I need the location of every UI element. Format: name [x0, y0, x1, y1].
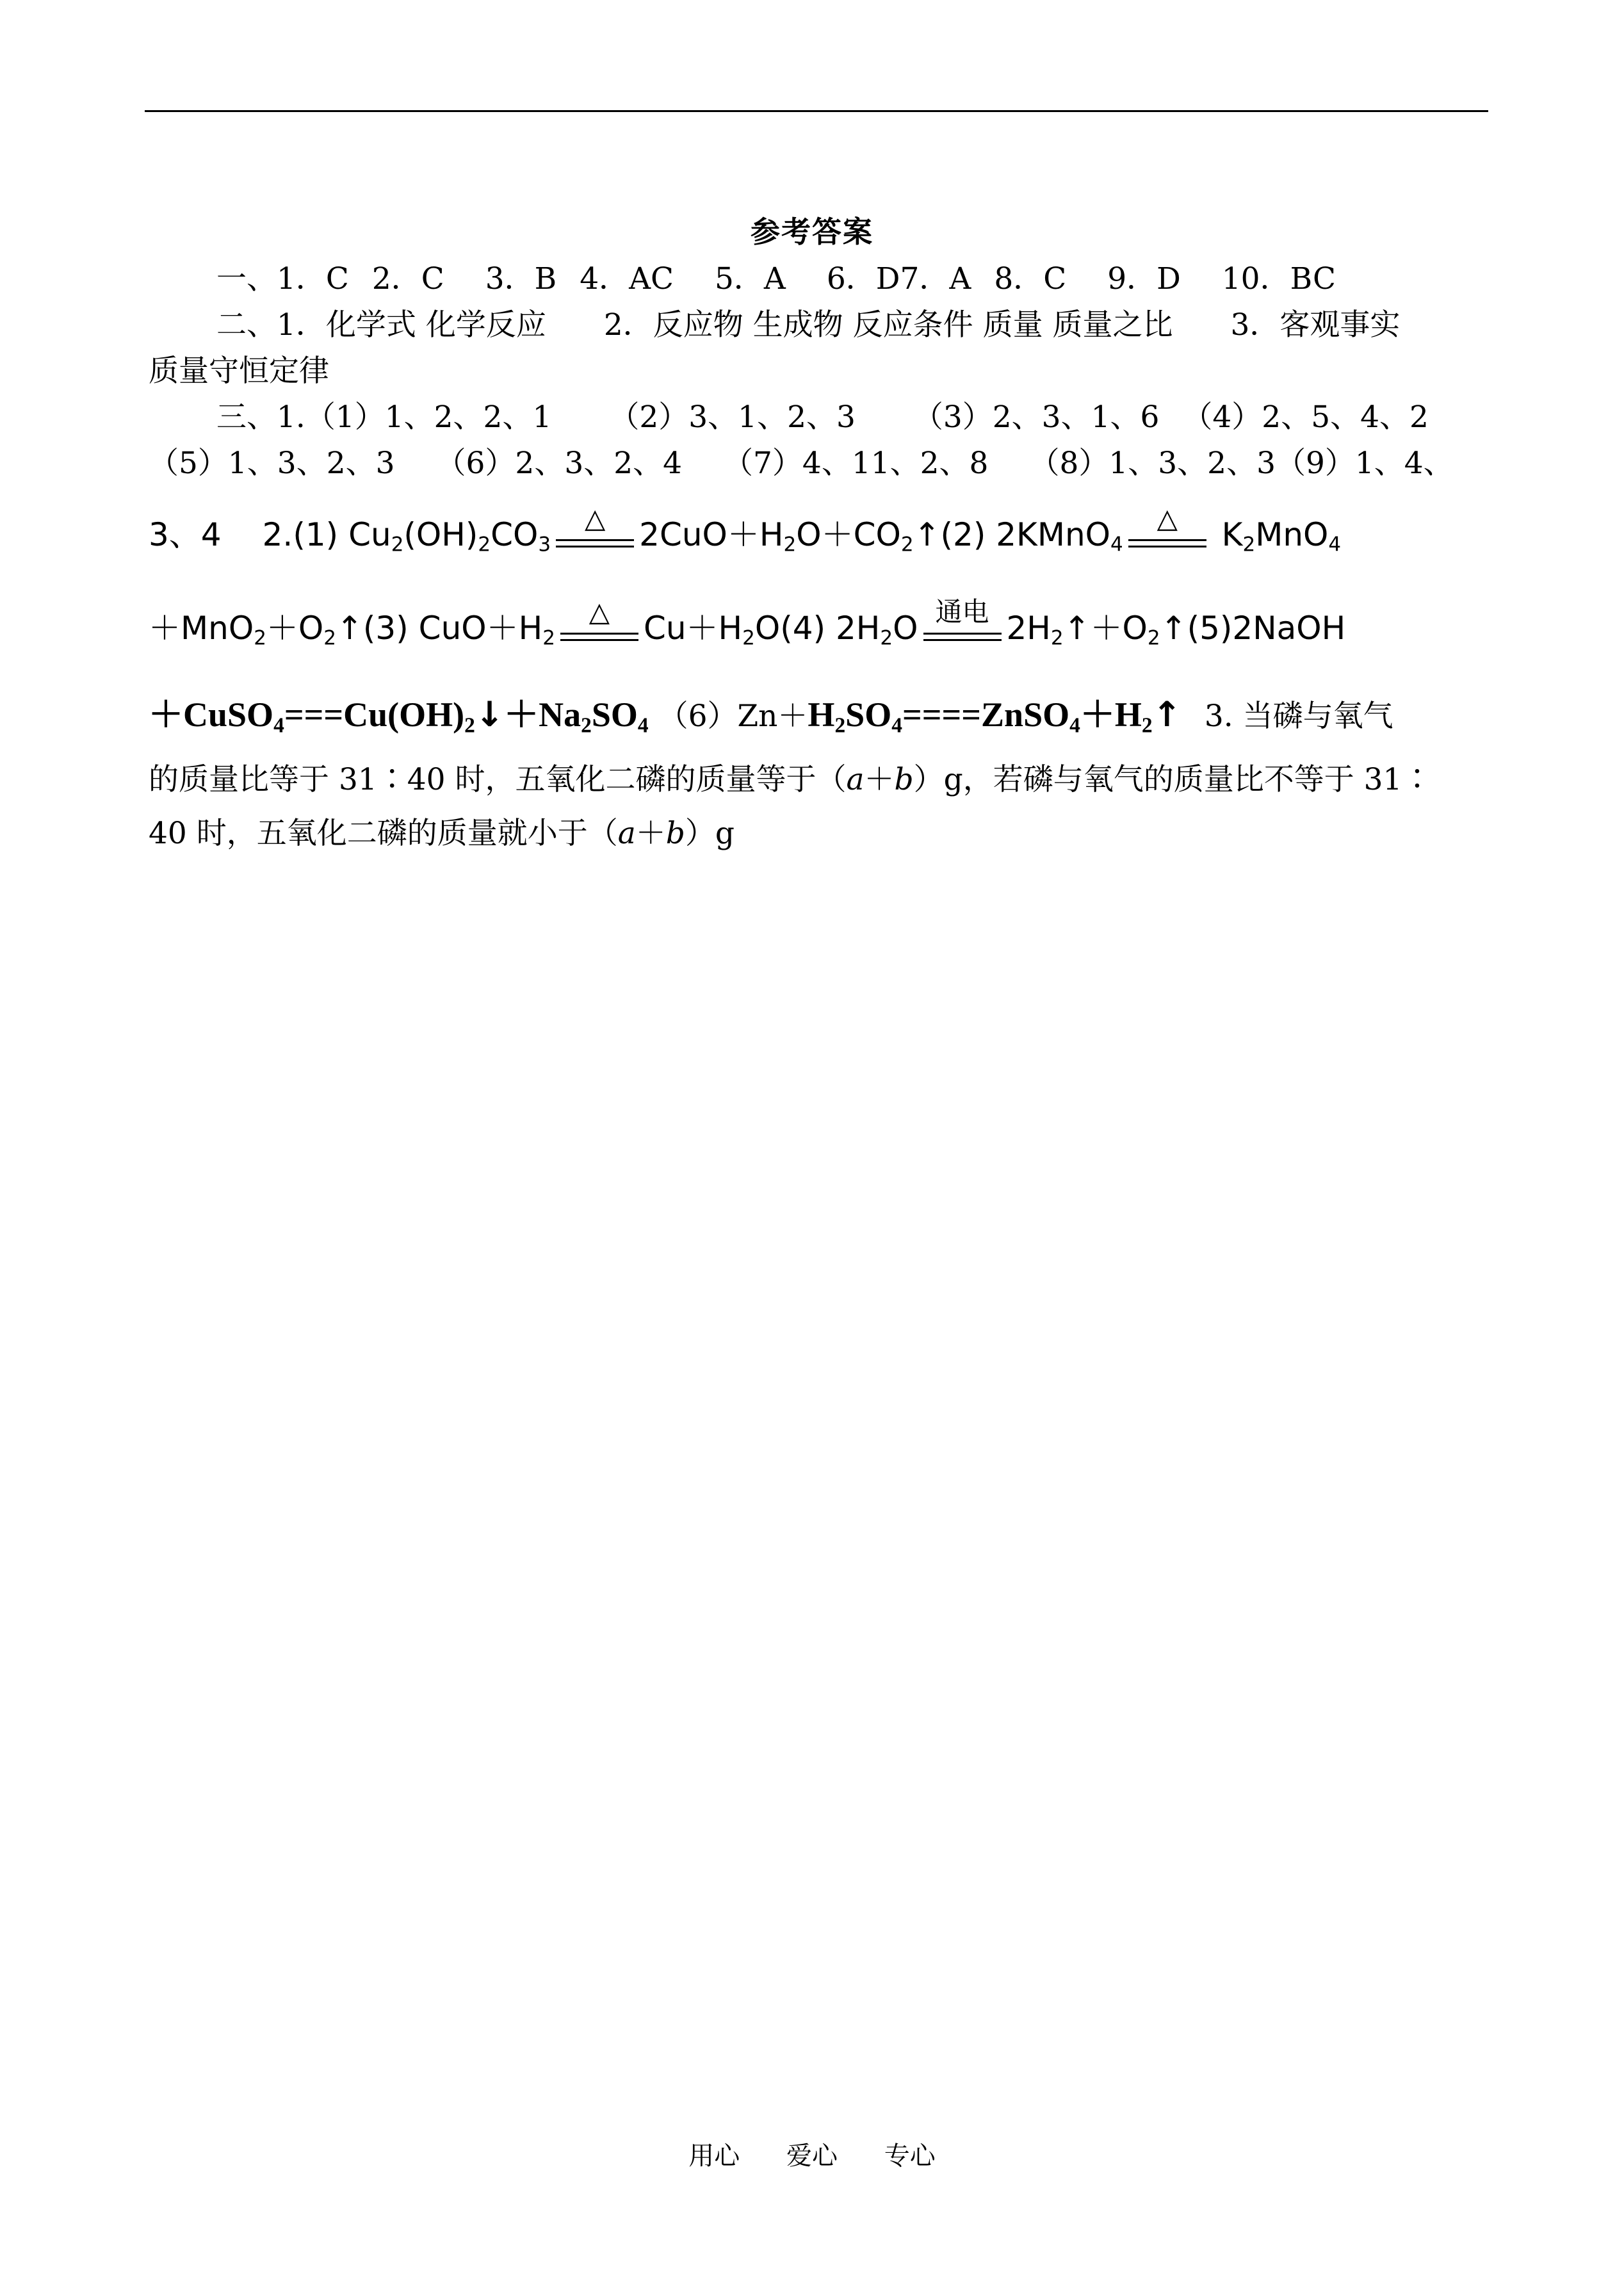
section1-line: [149, 256, 1506, 302]
plus-sign: ＋: [635, 816, 666, 851]
answer-item: 2．C: [371, 261, 444, 296]
heat-symbol: △: [1157, 502, 1178, 534]
page-title: 参考答案: [751, 215, 873, 249]
balance-item: （2）3、1、2、3: [609, 400, 856, 435]
balance-item: （9）1、4、: [1275, 446, 1454, 481]
section3-line-2: [149, 441, 1506, 487]
precipitate-arrow-icon: ↓: [475, 694, 505, 734]
answer-item: 3．客观事实: [1230, 307, 1401, 343]
gas-arrow-icon: ↑: [1063, 610, 1091, 647]
q3-line-2: [149, 807, 1506, 861]
section3-intro: 1.: [277, 400, 305, 435]
answer-item: 2．反应物 生成物 反应条件 质量 质量之比: [603, 307, 1173, 343]
answer-item: 10．BC: [1221, 261, 1336, 296]
section3-line: [149, 394, 1506, 441]
electrolysis-label: 通电: [935, 596, 989, 628]
section2-line: [149, 302, 1506, 348]
header-rule: [145, 110, 1488, 112]
q3-text: ）g: [685, 816, 735, 851]
q3-text: 40 时，五氧化二磷的质量就小于（: [149, 816, 618, 851]
q2-label: 2.: [262, 516, 293, 553]
section2-line-cont: [149, 348, 1506, 394]
gas-arrow-icon: ↑: [1160, 610, 1187, 647]
equation-label: (2): [940, 516, 986, 553]
answer-item: 8．C: [994, 261, 1067, 296]
answer-item: 1．化学式 化学反应: [277, 307, 546, 343]
equation-line-1: [149, 487, 1506, 583]
balance-item: （3）2、3、1、6: [913, 400, 1160, 435]
balance-item: （5）1、3、2、3: [149, 446, 395, 481]
gas-arrow-icon: ↑: [913, 516, 941, 553]
q3-text: ）g，若磷与氧气的质量比不等于 31∶: [913, 762, 1433, 797]
heat-symbol: △: [589, 596, 610, 628]
gas-arrow-icon: ↑: [336, 610, 363, 647]
var-a: a: [846, 762, 865, 797]
answer-item: 9．D: [1107, 261, 1181, 296]
gas-arrow-icon: ↑: [1152, 694, 1181, 734]
q3-text: 当磷与氧气: [1242, 699, 1393, 734]
var-b: b: [894, 762, 914, 797]
equation-5b: $+CuSO_4===Cu(OH)_2↓+Na_2SO_4$: [149, 694, 649, 738]
balance-item: （4）2、5、4、2: [1182, 400, 1429, 435]
answer-item: 6．D7．A: [826, 261, 971, 296]
equation-2a: 2KMnO$_4$ △ $K_2MnO_4$: [996, 516, 1341, 553]
heat-condition: [558, 596, 641, 653]
equation-2b: $+MnO_2+O_2↑$: [149, 610, 363, 650]
answer-content: [149, 256, 1506, 861]
equation-5a: 2NaOH: [1232, 610, 1346, 647]
page-footer: 用心 爱心 专心: [688, 2141, 936, 2171]
answer-item: 3．B: [485, 261, 557, 296]
answer-item: 4．AC: [580, 261, 674, 296]
equation-line-2: [149, 580, 1506, 676]
var-a: a: [617, 816, 636, 851]
balance-item: （8）1、3、2、3: [1029, 446, 1276, 481]
heat-symbol: △: [584, 502, 606, 534]
heat-condition: [1126, 502, 1209, 560]
balance-item: （7）4、11、2、8: [723, 446, 989, 481]
q3-label: 3.: [1204, 699, 1233, 734]
balance-item: 3、4: [149, 516, 222, 553]
equation-label: (4): [780, 610, 826, 647]
equation-1: $Cu_2(OH)_2CO_3$ △ $2CuO+H_2O+CO_2↑$: [348, 516, 940, 553]
q3-text: 的质量比等于 31∶40 时，五氧化二磷的质量等于（: [149, 762, 847, 797]
balance-item: （1）1、2、2、1: [305, 400, 552, 435]
electrolysis-condition: [921, 596, 1004, 653]
equation-label: (1): [293, 516, 339, 553]
equation-label: (3): [362, 610, 409, 647]
section3-label: 三、: [216, 400, 277, 435]
section1-label: 一、: [216, 261, 277, 296]
answer-item: 1．C: [277, 261, 349, 296]
answer-item: 5．A: [715, 261, 786, 296]
equation-6: $Zn+H_2SO_4====ZnSO_4+H_2↑$: [737, 694, 1181, 738]
equation-4: $2H_2O$ 通电 $2H_2↑+O_2↑$: [836, 610, 1187, 647]
var-b: b: [665, 816, 685, 851]
balance-item: （6）2、3、2、4: [435, 446, 683, 481]
answer-item: 质量守恒定律: [149, 353, 329, 389]
q3-line-1: [149, 753, 1506, 807]
plus-sign: ＋: [864, 762, 895, 797]
equation-line-3: [149, 676, 1506, 753]
equation-label: (5): [1187, 610, 1233, 647]
equation-3: $CuO+H_2$ △ $Cu+H_2O$: [419, 610, 781, 647]
section2-label: 二、: [216, 307, 277, 343]
equation-label: （6）: [658, 699, 738, 734]
heat-condition: [553, 502, 637, 560]
